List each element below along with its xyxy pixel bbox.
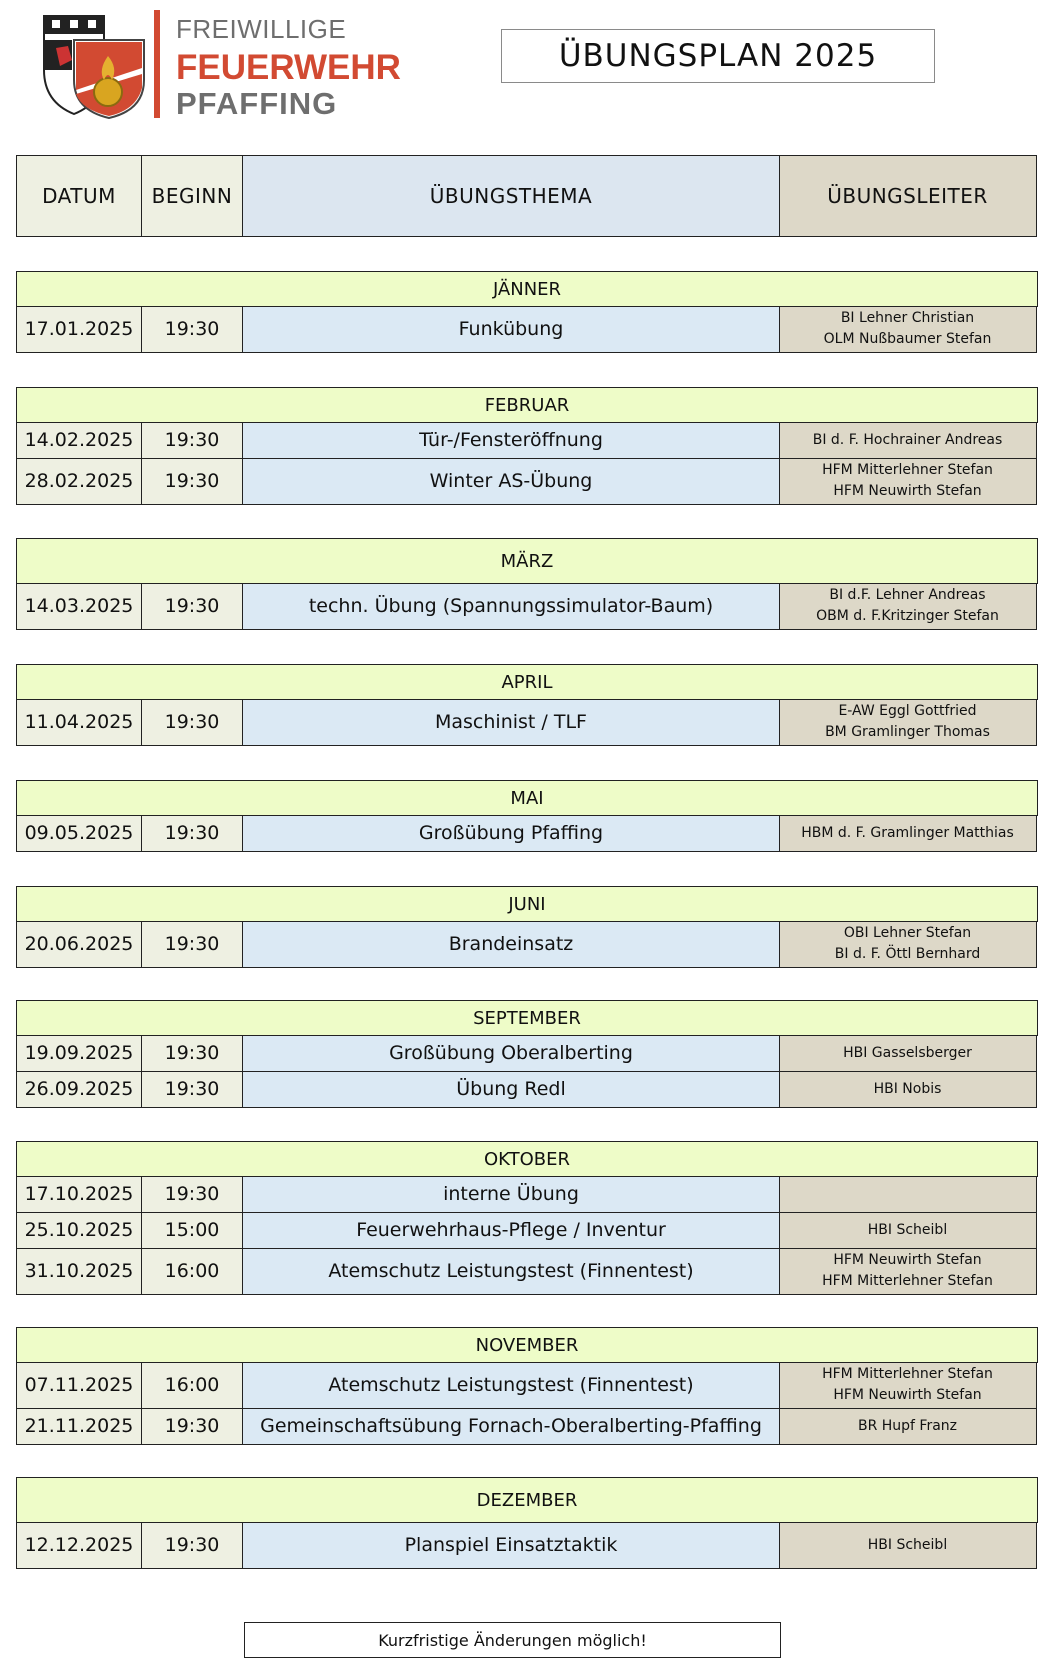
date-cell: 14.03.2025 [16, 583, 142, 631]
leader-name: BR Hupf Franz [857, 1417, 958, 1434]
leader-cell [779, 422, 1037, 460]
header-datum: DATUM [16, 155, 142, 238]
date-cell: 17.10.2025 [16, 1176, 142, 1214]
month-block [16, 1000, 1038, 1108]
month-header: JUNI [16, 886, 1038, 922]
time-cell: 19:30 [141, 458, 244, 506]
time-cell: 19:30 [141, 921, 244, 969]
topic-cell: Planspiel Einsatztaktik [242, 1522, 780, 1570]
table-row [16, 922, 1038, 968]
leader-name: HBI Scheibl [867, 1221, 948, 1238]
column-header [16, 156, 1038, 237]
topic-cell: Übung Redl [242, 1071, 780, 1109]
time-cell: 19:30 [141, 422, 244, 460]
date-cell: 28.02.2025 [16, 458, 142, 506]
month-header: JÄNNER [16, 271, 1038, 307]
leader-cell [779, 458, 1037, 506]
date-cell: 07.11.2025 [16, 1362, 142, 1410]
leader-cell [779, 306, 1037, 354]
month-header: APRIL [16, 664, 1038, 700]
table-row [16, 307, 1038, 353]
leader-name: BI Lehner Christian [840, 310, 975, 327]
table-row [16, 584, 1038, 630]
leader-name: E-AW Eggl Gottfried [838, 703, 977, 720]
logo-divider [154, 10, 160, 118]
month-header: NOVEMBER [16, 1327, 1038, 1363]
month-block [16, 780, 1038, 852]
time-cell: 19:30 [141, 1408, 244, 1446]
table-row [16, 1363, 1038, 1409]
time-cell: 19:30 [141, 583, 244, 631]
month-block [16, 387, 1038, 505]
time-cell: 15:00 [141, 1212, 244, 1250]
time-cell: 19:30 [141, 1035, 244, 1073]
table-row [16, 459, 1038, 505]
page-title: ÜBUNGSPLAN 2025 [501, 29, 935, 83]
leader-cell [779, 699, 1037, 747]
leader-name: OBI Lehner Stefan [843, 925, 972, 942]
month-block [16, 1477, 1038, 1569]
time-cell: 19:30 [141, 815, 244, 853]
time-cell: 19:30 [141, 306, 244, 354]
month-block [16, 271, 1038, 353]
date-cell: 11.04.2025 [16, 699, 142, 747]
table-row [16, 1523, 1038, 1569]
time-cell: 19:30 [141, 1071, 244, 1109]
topic-cell: Gemeinschaftsübung Fornach-Oberalberting-Pfaffing [242, 1408, 780, 1446]
leader-cell [779, 921, 1037, 969]
topic-cell: Winter AS-Übung [242, 458, 780, 506]
month-header: MÄRZ [16, 538, 1038, 584]
date-cell: 17.01.2025 [16, 306, 142, 354]
table-row [16, 423, 1038, 459]
leader-cell [779, 1071, 1037, 1109]
leader-name: OBM d. F.Kritzinger Stefan [816, 608, 999, 625]
leader-cell [779, 1212, 1037, 1250]
month-block [16, 1327, 1038, 1445]
header-thema: ÜBUNGSTHEMA [242, 155, 780, 238]
topic-cell: interne Übung [242, 1176, 780, 1214]
fire-brigade-logo [42, 8, 422, 123]
leader-name: HFM Mitterlehner Stefan [822, 462, 993, 479]
time-cell: 16:00 [141, 1362, 244, 1410]
month-header: FEBRUAR [16, 387, 1038, 423]
logo-line-feuerwehr: FEUERWEHR [176, 48, 401, 87]
date-cell: 14.02.2025 [16, 422, 142, 460]
leader-name: BI d. F. Hochrainer Andreas [812, 431, 1003, 448]
date-cell: 19.09.2025 [16, 1035, 142, 1073]
date-cell: 21.11.2025 [16, 1408, 142, 1446]
month-block [16, 886, 1038, 968]
leader-name: HBI Scheibl [867, 1536, 948, 1553]
logo-line-freiwillige: FREIWILLIGE [176, 14, 347, 44]
date-cell: 25.10.2025 [16, 1212, 142, 1250]
leader-name: HFM Neuwirth Stefan [833, 483, 982, 500]
date-cell: 12.12.2025 [16, 1522, 142, 1570]
date-cell: 31.10.2025 [16, 1248, 142, 1296]
date-cell: 09.05.2025 [16, 815, 142, 853]
topic-cell: techn. Übung (Spannungssimulator-Baum) [242, 583, 780, 631]
leader-cell [779, 1408, 1037, 1446]
leader-name: BI d.F. Lehner Andreas [829, 587, 986, 604]
table-row [16, 1409, 1038, 1445]
time-cell: 19:30 [141, 699, 244, 747]
table-row [16, 1072, 1038, 1108]
leader-name: OLM Nußbaumer Stefan [823, 331, 992, 348]
topic-cell: Großübung Oberalberting [242, 1035, 780, 1073]
header-leiter: ÜBUNGSLEITER [779, 155, 1037, 238]
leader-name: HFM Mitterlehner Stefan [822, 1273, 993, 1290]
header-beginn: BEGINN [141, 155, 244, 238]
table-row [16, 700, 1038, 746]
table-row [16, 1177, 1038, 1213]
topic-cell: Brandeinsatz [242, 921, 780, 969]
crest-icon [42, 10, 148, 120]
logo-line-pfaffing: PFAFFING [176, 86, 338, 121]
month-header: OKTOBER [16, 1141, 1038, 1177]
time-cell: 19:30 [141, 1176, 244, 1214]
leader-name: HFM Neuwirth Stefan [833, 1252, 982, 1269]
leader-cell [779, 1248, 1037, 1296]
topic-cell: Atemschutz Leistungstest (Finnentest) [242, 1362, 780, 1410]
month-header: MAI [16, 780, 1038, 816]
month-block [16, 664, 1038, 746]
topic-cell: Großübung Pfaffing [242, 815, 780, 853]
leader-cell [779, 1522, 1037, 1570]
topic-cell: Atemschutz Leistungstest (Finnentest) [242, 1248, 780, 1296]
leader-cell [779, 1176, 1037, 1214]
leader-name: HFM Mitterlehner Stefan [822, 1366, 993, 1383]
leader-name: HFM Neuwirth Stefan [833, 1387, 982, 1404]
date-cell: 20.06.2025 [16, 921, 142, 969]
topic-cell: Maschinist / TLF [242, 699, 780, 747]
topic-cell: Feuerwehrhaus-Pflege / Inventur [242, 1212, 780, 1250]
month-header: SEPTEMBER [16, 1000, 1038, 1036]
time-cell: 19:30 [141, 1522, 244, 1570]
date-cell: 26.09.2025 [16, 1071, 142, 1109]
leader-name: BI d. F. Öttl Bernhard [834, 946, 981, 963]
topic-cell: Tür-/Fensteröffnung [242, 422, 780, 460]
leader-name: BM Gramlinger Thomas [825, 724, 990, 741]
time-cell: 16:00 [141, 1248, 244, 1296]
leader-cell [779, 583, 1037, 631]
table-row [16, 816, 1038, 852]
leader-name: HBI Nobis [873, 1080, 942, 1097]
table-row [16, 1249, 1038, 1295]
changes-note: Kurzfristige Änderungen möglich! [244, 1622, 781, 1658]
month-block [16, 538, 1038, 630]
table-row [16, 1213, 1038, 1249]
leader-cell [779, 1362, 1037, 1410]
month-header: DEZEMBER [16, 1477, 1038, 1523]
leader-name: HBI Gasselsberger [843, 1044, 972, 1061]
topic-cell: Funkübung [242, 306, 780, 354]
leader-cell [779, 1035, 1037, 1073]
leader-cell [779, 815, 1037, 853]
table-row [16, 1036, 1038, 1072]
month-block [16, 1141, 1038, 1295]
leader-name: HBM d. F. Gramlinger Matthias [801, 824, 1014, 841]
